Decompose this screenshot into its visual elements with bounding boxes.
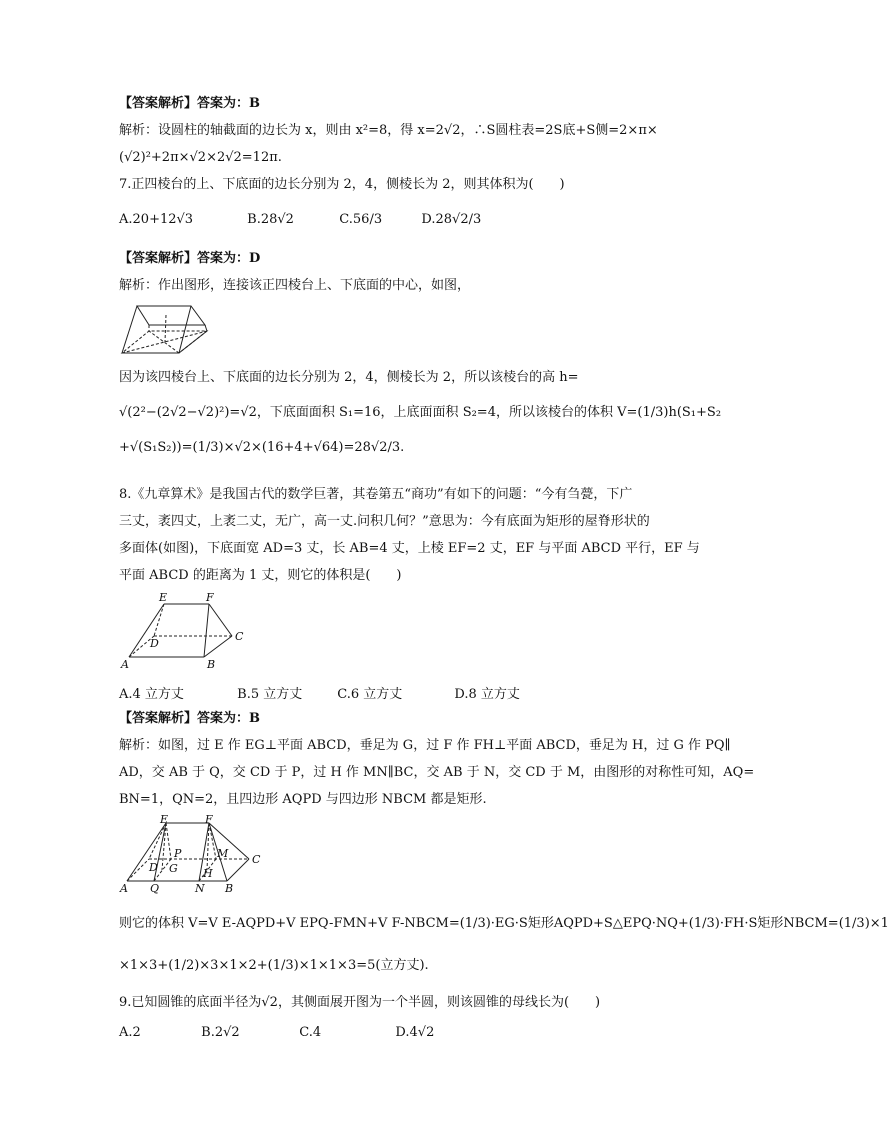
frustum-figure: [119, 301, 211, 359]
question-7: 7.正四棱台的上、下底面的边长分别为 2，4，侧棱长为 2，则其体积为( ): [119, 177, 565, 192]
label-g: G: [169, 862, 178, 875]
answer-head-8: 【答案解析】答案为：B: [119, 711, 260, 726]
option-b: B.2√2: [201, 1025, 240, 1040]
label-c: C: [235, 630, 244, 643]
polyhedron-figure: [119, 592, 259, 672]
label-f: F: [206, 591, 214, 604]
question-8-line4: 平面 ABCD 的距离为 1 丈，则它的体积是( ): [119, 568, 402, 583]
label-f: F: [205, 813, 213, 826]
label-n: N: [195, 882, 205, 895]
polyhedron-construction-figure: [119, 815, 259, 897]
answer-head-6: 【答案解析】答案为：B: [119, 96, 260, 111]
answer-head-7: 【答案解析】答案为：D: [119, 251, 261, 266]
answer-8-line1: 解析：如图，过 E 作 EG⊥平面 ABCD，垂足为 G，过 F 作 FH⊥平面 ABCD，垂足为 H，过 G 作 PQ∥: [119, 738, 731, 753]
answer-6-line1: 解析：设圆柱的轴截面的边长为 x，则由 x²=8，得 x=2√2，∴S圆柱表=2S底+S侧=2×π×: [119, 123, 658, 138]
answer-8-line3: BN=1，QN=2，且四边形 AQPD 与四边形 NBCM 都是矩形.: [119, 792, 487, 807]
label-c: C: [252, 853, 261, 866]
option-a: A.4 立方丈: [119, 687, 184, 702]
question-8-line2: 三丈，袤四丈，上袤二丈，无广，高一丈.问积几何？”意思为：今有底面为矩形的屋脊形状的: [119, 514, 650, 529]
answer-8-line5: ×1×3+(1/2)×3×1×2+(1/3)×1×1×3=5(立方丈).: [119, 958, 429, 973]
option-a: A.2: [119, 1025, 141, 1040]
answer-7-line4: +√(S₁S₂))=(1/3)×√2×(16+4+√64)=28√2/3.: [119, 440, 405, 455]
option-a: A.20+12√3: [119, 212, 194, 227]
option-d: D.4√2: [395, 1025, 435, 1040]
label-a: A: [120, 882, 128, 895]
label-h: H: [203, 867, 213, 880]
label-e: E: [159, 591, 168, 604]
answer-8-line2: AD，交 AB 于 Q，交 CD 于 P，过 H 作 MN∥BC，交 AB 于 N，交 CD 于 M，由图形的对称性可知，AQ=: [119, 765, 755, 780]
label-a: A: [121, 658, 129, 671]
label-e: E: [160, 813, 169, 826]
label-b: B: [207, 658, 216, 671]
option-c: C.4: [299, 1025, 322, 1040]
label-b: B: [225, 882, 234, 895]
option-b: B.5 立方丈: [237, 687, 303, 702]
question-8-line1: 8.《九章算术》是我国古代的数学巨著，其卷第五“商功”有如下的问题：“今有刍甍，下广: [119, 487, 633, 502]
answer-7-line1: 解析：作出图形，连接该正四棱台上、下底面的中心，如图，: [119, 278, 471, 293]
question-8-line3: 多面体(如图)，下底面宽 AD=3 丈，长 AB=4 丈，上棱 EF=2 丈，EF 与平面 ABCD 平行，EF 与: [119, 541, 700, 556]
option-b: B.28√2: [247, 212, 294, 227]
label-q: Q: [150, 882, 160, 895]
label-d: D: [149, 861, 158, 874]
question-9: 9.已知圆锥的底面半径为√2，其侧面展开图为一个半圆，则该圆锥的母线长为( ): [119, 995, 601, 1010]
option-c: C.56/3: [339, 212, 383, 227]
label-m: M: [217, 847, 229, 860]
question-9-options: [119, 1025, 434, 1040]
label-d: D: [150, 637, 159, 650]
answer-8-line4: 则它的体积 V=V E-AQPD+V EPQ-FMN+V F-NBCM=(1/3)·EG·S矩形AQPD+S△EPQ·NQ+(1/3)·FH·S矩形NBCM=(1/3)×1: [119, 916, 889, 931]
question-7-options: [119, 212, 481, 227]
answer-7-line2: 因为该四棱台上、下底面的边长分别为 2，4，侧棱长为 2，所以该棱台的高 h=: [119, 370, 579, 385]
option-d: D.8 立方丈: [454, 687, 520, 702]
answer-6-line2: (√2)²+2π×√2×2√2=12π.: [119, 150, 282, 165]
question-8-options: [119, 683, 520, 702]
answer-7-line3: √(2²−(2√2−√2)²)=√2，下底面面积 S₁=16，上底面面积 S₂=4，所以该棱台的体积 V=(1/3)h(S₁+S₂: [119, 405, 722, 420]
option-d: D.28√2/3: [421, 212, 482, 227]
option-c: C.6 立方丈: [337, 687, 403, 702]
label-p: P: [174, 847, 182, 860]
